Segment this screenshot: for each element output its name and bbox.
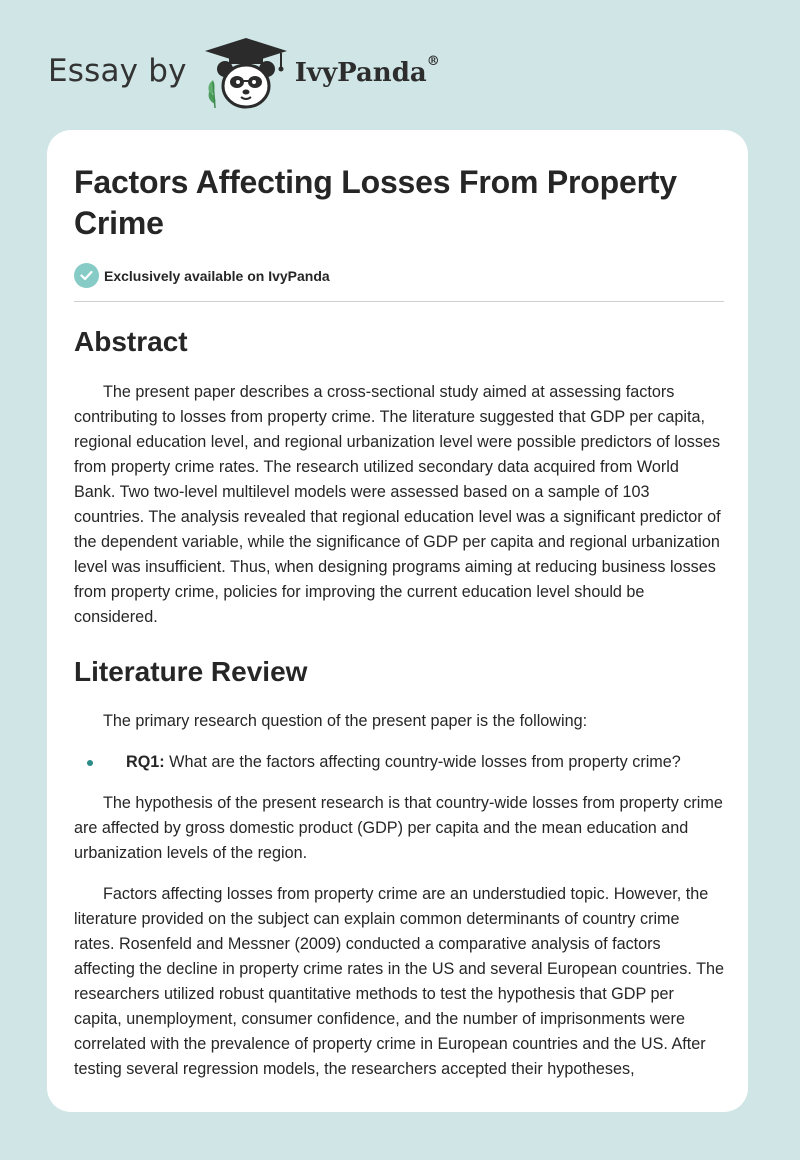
research-question-list [74, 750, 724, 775]
exclusive-label: Exclusively available on IvyPanda [104, 267, 330, 284]
rq-label: RQ1: [126, 753, 165, 771]
panda-logo-icon [201, 34, 291, 114]
abstract-heading: Abstract [74, 326, 188, 357]
essay-title: Factors Affecting Losses From Property Crime [74, 164, 677, 241]
factors-paragraph: Factors affecting losses from property crime are an understudied topic. However, the literature provided on the subject can explain common determinants of country crime rates. Rosenfeld and Messner (2009) conducted a comparative analysis of factors affecting the decline in property crime rates in the US and several European countries. The researchers utilized robust quantitative methods to test the hypothesis that GDP per capita, unemployment, consumer confidence, and the number of imprisonments were correlated with the prevalence of property crime in European countries and the US. After testing several regression models, the researchers accepted their hypotheses, [74, 885, 724, 1078]
literature-review-heading: Literature Review [74, 656, 308, 687]
essay-by-label: Essay by [48, 53, 187, 89]
site-header [48, 34, 440, 114]
rq-text: What are the factors affecting country-wide losses from property crime? [164, 753, 681, 771]
brand-name[interactable]: IvyPanda® [294, 54, 440, 88]
bullet-dot-icon [87, 760, 93, 766]
list-item [74, 750, 724, 775]
research-question-intro: The primary research question of the present paper is the following: [103, 712, 588, 730]
exclusive-badge [74, 263, 724, 302]
essay-card [47, 130, 748, 1112]
check-circle-icon [74, 263, 99, 288]
essay-content [74, 162, 724, 1082]
abstract-paragraph: The present paper describes a cross-sectional study aimed at assessing factors contributing to losses from property crime. The literature suggested that GDP per capita, regional education level, and regional urbanization level were possible predictors of losses from property crime rates. The research utilized secondary data acquired from World Bank. Two two-level multilevel models were assessed based on a sample of 103 countries. The analysis revealed that regional education level was a significant predictor of the dependent variable, while the significance of GDP per capita and regional urbanization level was insufficient. Thus, when designing programs aiming at reducing business losses from property crime, policies for improving the current education level should be considered. [74, 383, 721, 626]
hypothesis-paragraph: The hypothesis of the present research is that country-wide losses from property crime are affected by gross domestic product (GDP) per capita and the mean education and urbanization levels of the region. [74, 794, 723, 862]
